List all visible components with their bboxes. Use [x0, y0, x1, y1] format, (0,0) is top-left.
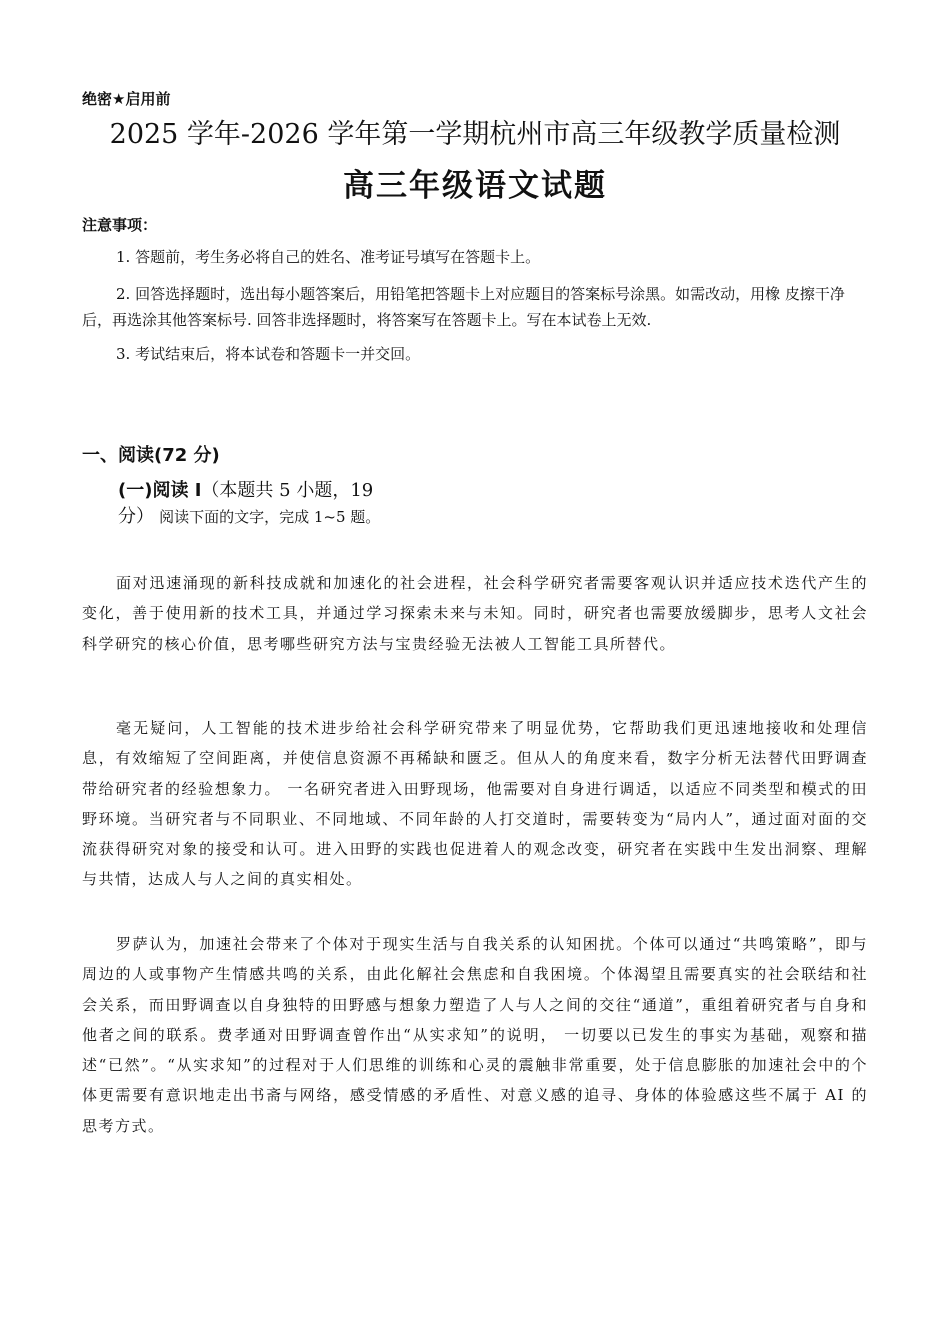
- passage-paragraph: 面对迅速涌现的新科技成就和加速化的社会进程，社会科学研究者需要客观认识并适应技术迭代产生的变化，善于使用新的技术工具，并通过学习探索未来与未知。同时，研究者也需要放缓脚步，思考人文社会科学研究的核心价值，思考哪些研究方法与宝贵经验无法被人工智能工具所替代。: [82, 574, 868, 653]
- subsection-instruction: 阅读下面的文字，完成 1~5 题。: [159, 508, 381, 526]
- section-heading: 一、阅读(72 分): [82, 445, 220, 466]
- passage-paragraph: 毫无疑问，人工智能的技术进步给社会科学研究带来了明显优势，它帮助我们更迅速地接收和处理信息，有效缩短了空间距离，并使信息资源不再稀缺和匮乏。但从人的角度来看，数字分析无法替代田野调查带给研究者的经验想象力。 一名研究者进入田野现场，他需要对自身进行调适，以适应不同类型和模式的田野环境。当研究者与不同职业、不同地域、不同年龄的人打交道时，需要转变为“局内人”，通过面对面的交流获得研究对象的接受和认可。进入田野的实践也促进着人的观念改变，研究者在实践中生发出洞察、理解与共情，达成人与人之间的真实相处。: [82, 719, 868, 889]
- confidential-label: 绝密★启用前: [82, 90, 171, 108]
- subsection-label: (一)阅读 I: [118, 480, 202, 501]
- passage-paragraph: 罗萨认为，加速社会带来了个体对于现实生活与自我关系的认知困扰。个体可以通过“共鸣策略”，即与周边的人或事物产生情感共鸣的关系，由此化解社会焦虑和自我困境。个体渴望且需要真实的社会联结和社会关系，而田野调查以自身独特的田野感与想象力塑造了人与人之间的交往“通道”，重组着研究者与自身和他者之间的联系。费孝通对田野调查曾作出“从实求知”的说明， 一切要以已发生的事实为基础，观察和描述“已然”。“从实求知”的过程对于人们思维的训练和心灵的震触非常重要，处于信息膨胀的加速社会中的个体更需要有意识地走出书斋与网络，感受情感的矛盾性、对意义感的追寻、身体的体验感这些不属于 AI 的思考方式。: [82, 935, 868, 1135]
- subsection-info: （本题共 5 小题，19: [201, 480, 374, 501]
- exam-subtitle: 高三年级语文试题: [343, 168, 607, 204]
- subsection-info-cont: 分）: [118, 506, 154, 527]
- notice-item: 1. 答题前，考生务必将自己的姓名、准考证号填写在答题卡上。: [116, 248, 541, 266]
- notice-heading: 注意事项：: [82, 216, 158, 234]
- notice-item: 2. 回答选择题时，选出每小题答案后，用铅笔把答题卡上对应题目的答案标号涂黑。如需改动，用橡 皮擦干净后，再选涂其他答案标号. 回答非选择题时，将答案写在答题卡上。写在本试卷上无效.: [82, 285, 845, 329]
- exam-title: 2025 学年-2026 学年第一学期杭州市高三年级教学质量检测: [109, 119, 841, 150]
- subsection-heading: [118, 478, 393, 530]
- notice-item: 3. 考试结束后，将本试卷和答题卡一并交回。: [116, 345, 421, 363]
